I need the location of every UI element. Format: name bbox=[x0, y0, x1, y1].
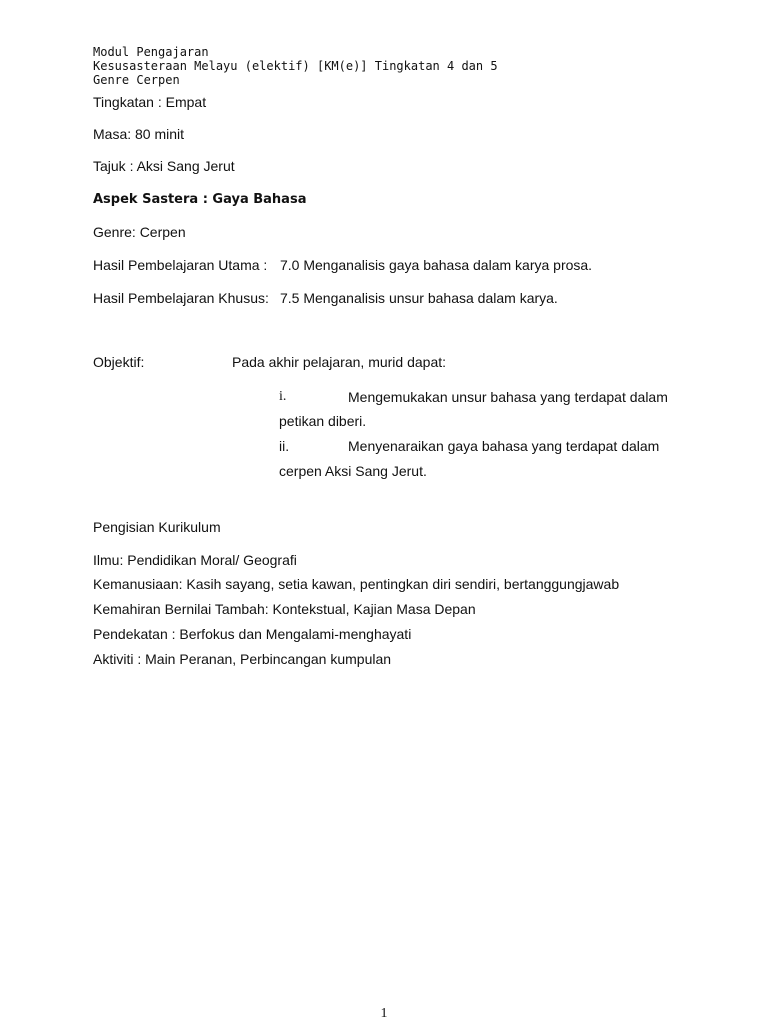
page-number: 1 bbox=[380, 1006, 388, 1021]
kurikulum-pendekatan: Pendekatan : Berfokus dan Mengalami-menghayati bbox=[93, 626, 412, 642]
header-genre: Genre Cerpen bbox=[93, 73, 180, 87]
field-tingkatan: Tingkatan : Empat bbox=[93, 94, 207, 110]
kurikulum-kemanusiaan: Kemanusiaan: Kasih sayang, setia kawan, pentingkan diri sendiri, bertanggungjawab bbox=[93, 576, 620, 592]
field-hpk-label: Hasil Pembelajaran Khusus: bbox=[93, 290, 269, 306]
objektif-label: Objektif: bbox=[93, 354, 145, 370]
objektif-item-2-continuation: cerpen Aksi Sang Jerut. bbox=[279, 463, 427, 479]
field-genre: Genre: Cerpen bbox=[93, 224, 186, 240]
objektif-item-2-text: Menyenaraikan gaya bahasa yang terdapat dalam bbox=[348, 438, 660, 454]
field-tajuk: Tajuk : Aksi Sang Jerut bbox=[93, 158, 235, 174]
header-module-title: Modul Pengajaran bbox=[93, 45, 209, 59]
field-hpu-value: 7.0 Menganalisis gaya bahasa dalam karya prosa. bbox=[280, 257, 593, 273]
field-masa: Masa: 80 minit bbox=[93, 126, 185, 142]
kurikulum-aktiviti: Aktiviti : Main Peranan, Perbincangan kumpulan bbox=[93, 651, 392, 667]
field-hpk-value: 7.5 Menganalisis unsur bahasa dalam karya. bbox=[280, 290, 558, 306]
objektif-item-1-text: Mengemukakan unsur bahasa yang terdapat dalam bbox=[348, 389, 668, 405]
field-aspek-sastera: Aspek Sastera : Gaya Bahasa bbox=[93, 192, 307, 207]
kurikulum-kemahiran: Kemahiran Bernilai Tambah: Kontekstual, Kajian Masa Depan bbox=[93, 601, 476, 617]
kurikulum-ilmu: Ilmu: Pendidikan Moral/ Geografi bbox=[93, 552, 297, 568]
objektif-item-1-continuation: petikan diberi. bbox=[279, 413, 367, 429]
objektif-item-1-number: i. bbox=[279, 389, 287, 404]
objektif-intro: Pada akhir pelajaran, murid dapat: bbox=[232, 354, 447, 370]
objektif-item-2-number: ii. bbox=[279, 438, 290, 454]
header-subject: Kesusasteraan Melayu (elektif) [KM(e)] Tingkatan 4 dan 5 bbox=[93, 59, 498, 73]
field-hpu-label: Hasil Pembelajaran Utama : bbox=[93, 257, 268, 273]
kurikulum-title: Pengisian Kurikulum bbox=[93, 519, 221, 535]
